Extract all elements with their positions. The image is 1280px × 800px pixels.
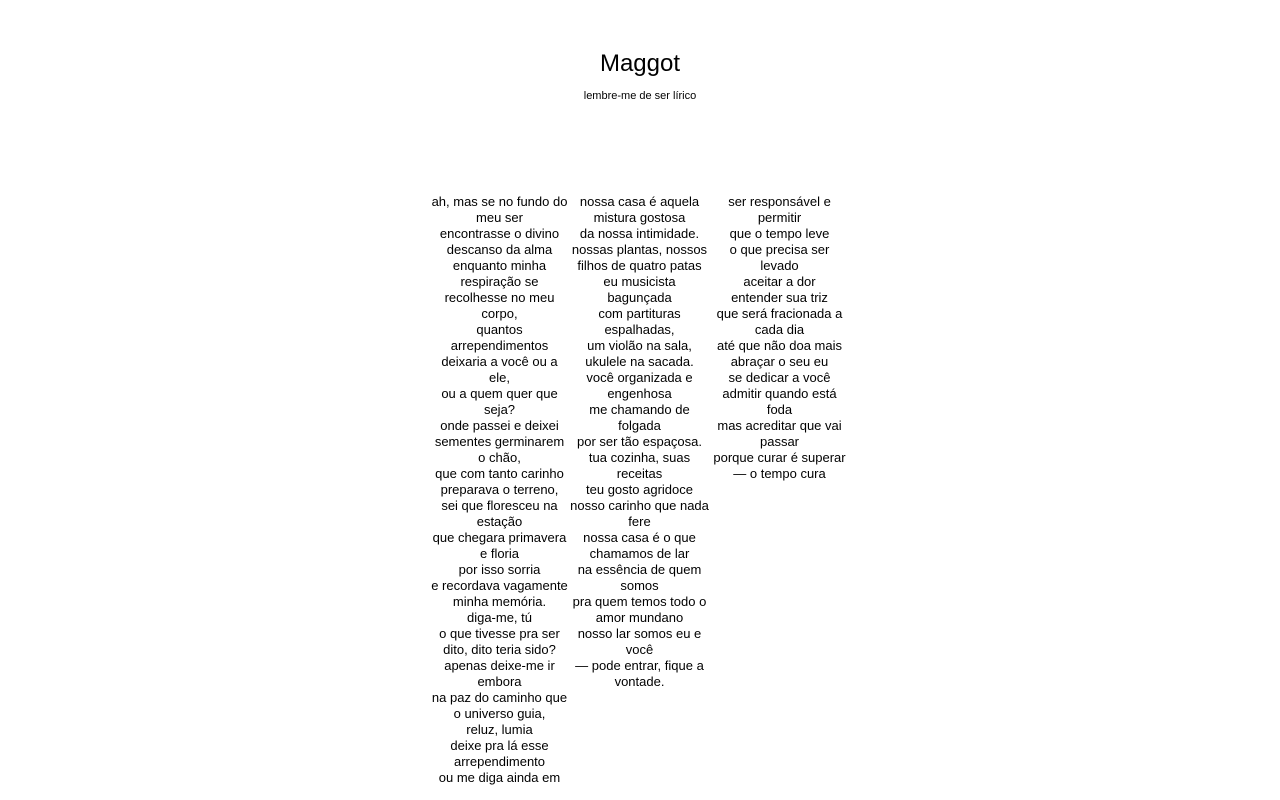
poem-line: o que tivesse pra ser dito, dito teria sido? <box>439 626 560 657</box>
poem-line: abraçar o seu eu <box>730 354 829 369</box>
poem-line: deixe pra lá esse arrependimento <box>450 738 549 769</box>
poem-line: ser responsável e permitir <box>728 194 831 225</box>
poem-line: nossa casa é o que chamamos de lar <box>583 530 696 561</box>
poem-line: se dedicar a você <box>728 370 831 385</box>
poem-line: reluz, lumia <box>466 722 533 737</box>
poem-line: na paz do caminho que o universo guia, <box>431 690 568 721</box>
poem-line: eu musicista bagunçada <box>603 274 676 305</box>
poem-line: diga-me, tú <box>466 610 533 625</box>
poem-line: por isso sorria <box>458 562 541 577</box>
poem-line: ukulele na sacada. <box>585 354 694 369</box>
poem-line: encontrasse o divino descanso da alma <box>439 226 560 257</box>
poem-line: e recordava vagamente minha memória. <box>431 578 568 609</box>
poem-line: da nossa intimidade. <box>579 226 700 241</box>
poem-line: que o tempo leve <box>729 226 830 241</box>
site-header <box>0 48 1280 103</box>
poem-line: apenas deixe-me ir embora <box>444 658 555 689</box>
poem-line: aceitar a dor <box>743 274 816 289</box>
site-subtitle: lembre-me de ser lírico <box>583 90 697 102</box>
poem-line: que com tanto carinho preparava o terreno, <box>435 466 564 497</box>
poem-line: admitir quando está foda <box>722 386 837 417</box>
poem-line: um violão na sala, <box>587 338 692 353</box>
poem-line: nosso carinho que nada fere <box>570 498 709 529</box>
poem-line: que será fracionada a cada dia <box>716 306 843 337</box>
site-title[interactable]: Maggot <box>599 50 681 77</box>
poem-line: onde passei e deixei sementes germinarem o chão, <box>434 418 565 465</box>
poem-line: até que não doa mais <box>716 338 843 353</box>
poem-line: me chamando de folgada <box>589 402 690 433</box>
poem-line: — o tempo cura <box>733 466 826 481</box>
poem-line: que chegara primavera e floria <box>432 530 567 561</box>
poem-line: entender sua triz <box>731 290 828 305</box>
poem-line: enquanto minha respiração se recolhesse no meu corpo, <box>444 258 555 321</box>
poem-column <box>570 194 709 786</box>
poem-line: nossas plantas, nossos filhos de quatro patas <box>571 242 708 273</box>
poem-line: quantos arrependimentos <box>450 322 549 353</box>
poem-columns <box>430 194 849 786</box>
poem-line: porque curar é superar <box>713 450 846 465</box>
poem-column <box>430 194 569 786</box>
poem-line: — pode entrar, fique a vontade. <box>575 658 704 689</box>
poem-line: nosso lar somos eu e você <box>577 626 702 657</box>
poem-line: teu gosto agridoce <box>586 482 693 497</box>
poem-line: pra quem temos todo o amor mundano <box>572 594 707 625</box>
poem-line: ou me diga ainda em <box>438 770 561 785</box>
poem-line: ou a quem quer que seja? <box>441 386 558 417</box>
poem-line: ah, mas se no fundo do meu ser <box>431 194 568 225</box>
poem-line: com partituras espalhadas, <box>598 306 681 337</box>
poem-line: na essência de quem somos <box>577 562 702 593</box>
poem-column <box>710 194 849 786</box>
poem-line: nossa casa é aquela mistura gostosa <box>579 194 700 225</box>
poem-line: deixaria a você ou a ele, <box>441 354 558 385</box>
poem-line: você organizada e engenhosa <box>586 370 693 401</box>
poem-line: o que precisa ser levado <box>729 242 830 273</box>
poem-line: mas acreditar que vai passar <box>717 418 842 449</box>
poem-line: por ser tão espaçosa. <box>576 434 703 449</box>
poem-line: sei que floresceu na estação <box>441 498 558 529</box>
poem-line: tua cozinha, suas receitas <box>588 450 691 481</box>
